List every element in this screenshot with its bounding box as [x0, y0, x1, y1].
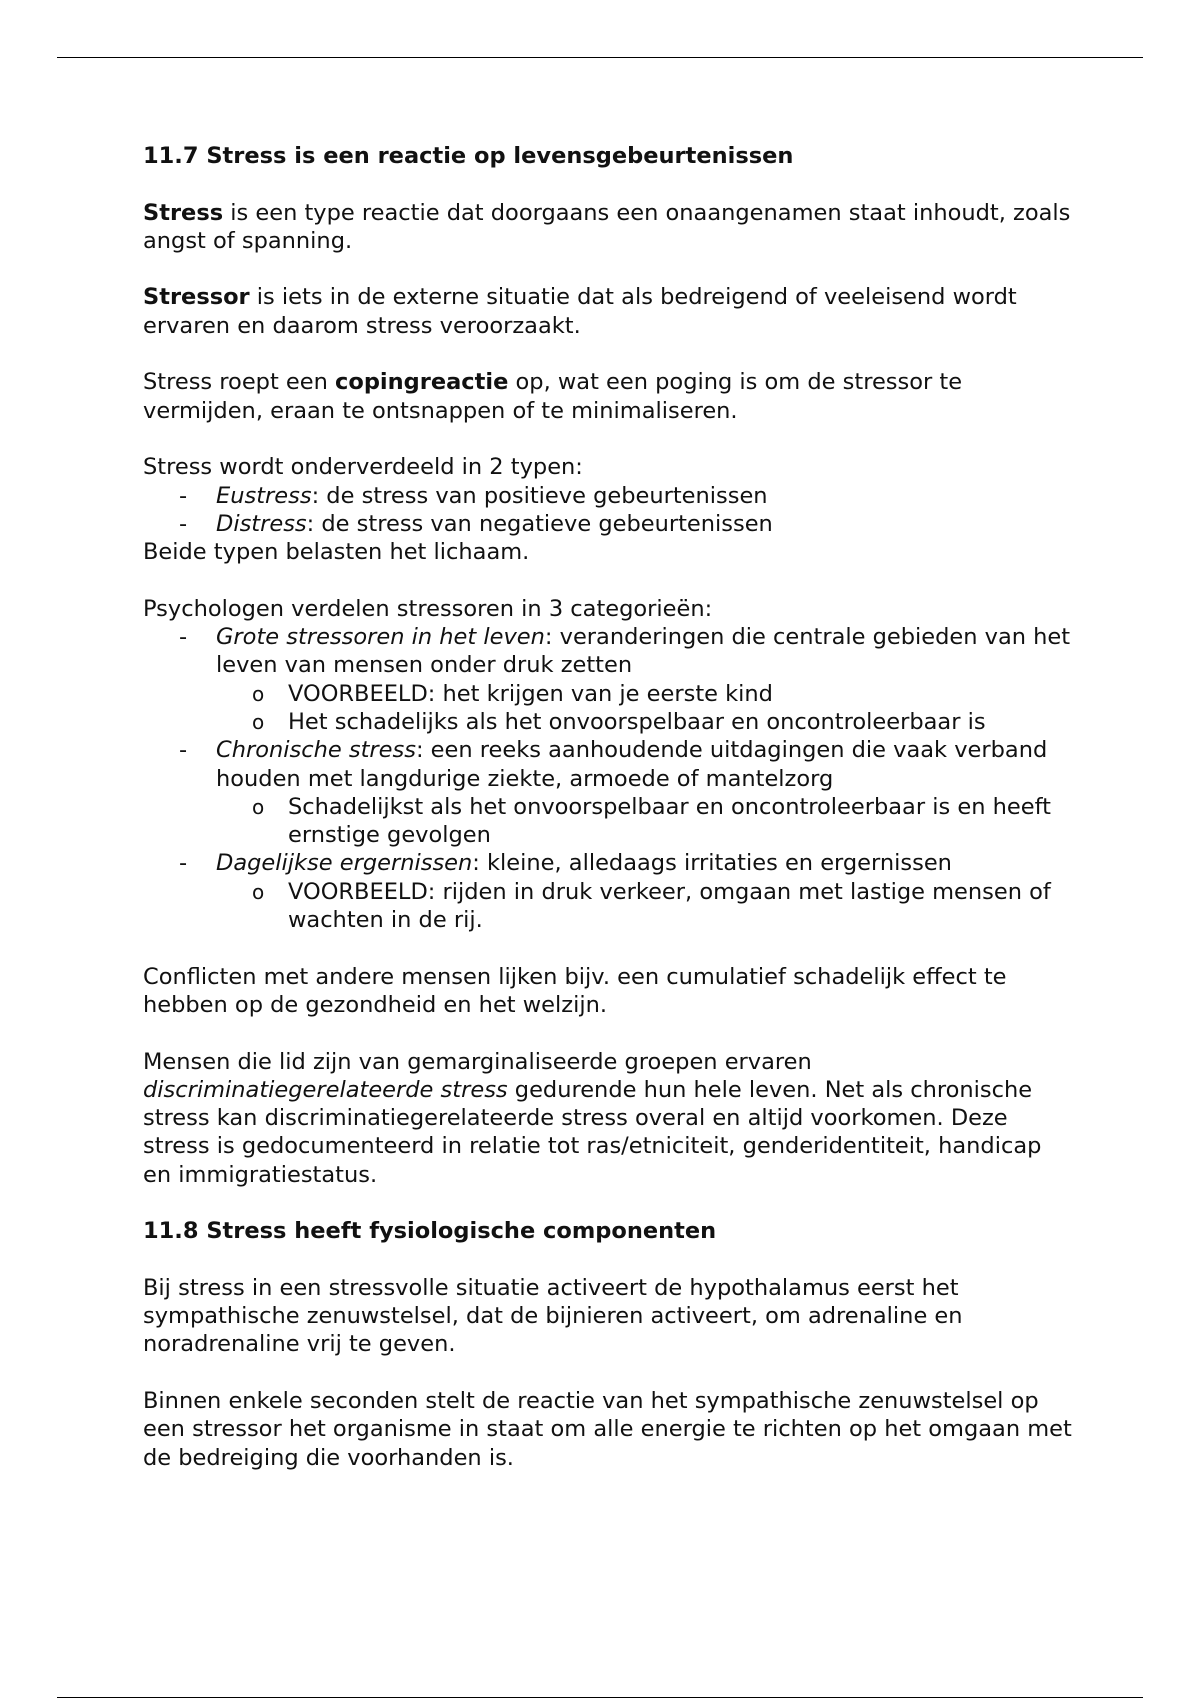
sub-list-item-text: Het schadelijks als het onvoorspelbaar en oncontroleerbaar is — [288, 708, 986, 735]
bullet-marker: o — [252, 709, 265, 734]
stressor-definition-text: is iets in de externe situatie dat als bedreigend of veeleisend wordt ervaren en daarom stress veroorzaakt. — [143, 284, 1017, 339]
paragraph-types-intro: Stress wordt onderverdeeld in 2 typen: — [143, 454, 583, 481]
list-item-text: : de stress van positieve gebeurtenissen — [311, 482, 768, 509]
sub-list-item-text: Schadelijkst als het onvoorspelbaar en oncontroleerbaar is en heeft ernstige gevolgen — [288, 793, 1051, 849]
term-copingreactie: copingreactie — [335, 369, 509, 396]
dash-marker: - — [179, 510, 188, 537]
list-item — [143, 510, 1073, 538]
dash-marker: - — [179, 482, 188, 509]
term-discriminatiegerelateerde-stress: discriminatiegerelateerde stress — [143, 1076, 508, 1103]
term-grote-stressoren: Grote stressoren in het leven — [216, 624, 545, 651]
document-body — [143, 142, 1073, 1472]
sub-list-item-text: VOORBEELD: het krijgen van je eerste kind — [288, 680, 773, 707]
stress-types-list — [143, 482, 1073, 539]
dash-marker: - — [179, 624, 188, 651]
paragraph-conflicts: Conflicten met andere mensen lijken bijv. een cumulatief schadelijk effect te hebben op de gezondheid en het welzijn. — [143, 963, 1007, 1018]
paragraph-sympathetic-response: Binnen enkele seconden stelt de reactie van het sympathische zenuwstelsel op een stressor het organisme in staat om alle energie te richten op het omgaan met de bedreiging die voorhanden is. — [143, 1388, 1072, 1471]
stress-definition-text: is een type reactie dat doorgaans een onaangenamen staat inhoudt, zoals angst of spanning. — [143, 199, 1071, 254]
discrimination-post-text: gedurende hun hele leven. Net als chronische stress kan discriminatiegerelateerde stress overal en altijd voorkomen. Deze stress is gedocumenteerd in relatie tot ras/etniciteit, genderidentiteit, handicap en immigratiestatus. — [143, 1076, 1042, 1188]
bullet-marker: o — [252, 681, 265, 706]
paragraph-coping — [143, 368, 1073, 425]
sub-list-item — [143, 793, 1073, 850]
coping-post-text: op, wat een poging is om de stressor te vermijden, eraan te ontsnappen of te minimaliseren. — [143, 369, 963, 424]
term-dagelijkse-ergernissen: Dagelijkse ergernissen — [216, 850, 473, 877]
list-item — [143, 623, 1073, 680]
list-item — [143, 482, 1073, 510]
dash-marker: - — [179, 737, 188, 764]
bullet-marker: o — [252, 794, 265, 819]
footer-rule — [57, 1697, 1143, 1698]
paragraph-hypothalamus: Bij stress in een stressvolle situatie activeert de hypothalamus eerst het sympathische zenuwstelsel, dat de bijnieren activeert, om adrenaline en noradrenaline vrij te geven. — [143, 1274, 963, 1358]
term-stressor: Stressor — [143, 284, 250, 311]
coping-pre-text: Stress roept een — [143, 369, 336, 396]
sub-list-item — [143, 708, 1073, 736]
paragraph-types-outro: Beide typen belasten het lichaam. — [143, 539, 530, 566]
term-chronische-stress: Chronische stress — [216, 737, 416, 764]
sub-list-item — [143, 878, 1073, 935]
bullet-marker: o — [252, 879, 265, 904]
discrimination-pre-text: Mensen die lid zijn van gemarginaliseerde groepen ervaren — [143, 1048, 812, 1075]
list-item-text: : veranderingen die centrale gebieden van het leven van mensen onder druk zetten — [216, 624, 1071, 679]
section-heading-11-7: 11.7 Stress is een reactie op levensgebeurtenissen — [143, 143, 794, 169]
term-eustress: Eustress — [216, 482, 312, 509]
paragraph-categories-intro: Psychologen verdelen stressoren in 3 categorieën: — [143, 595, 713, 622]
list-item-text: : de stress van negatieve gebeurtenissen — [306, 510, 773, 537]
sub-list-item-text: VOORBEELD: rijden in druk verkeer, omgaan met lastige mensen of wachten in de rij. — [288, 878, 1051, 934]
section-heading-11-8: 11.8 Stress heeft fysiologische componenten — [143, 1218, 717, 1245]
paragraph-stressor-definition — [143, 283, 1073, 340]
stressor-categories-list — [143, 623, 1073, 934]
paragraph-discrimination — [143, 1048, 1073, 1189]
list-item — [143, 736, 1073, 793]
list-item-text: : een reeks aanhoudende uitdagingen die vaak verband houden met langdurige ziekte, armoede of mantelzorg — [216, 737, 1048, 792]
term-distress: Distress — [216, 510, 307, 537]
sub-list-item — [143, 680, 1073, 708]
list-item — [143, 849, 1073, 877]
list-item-text: : kleine, alledaags irritaties en ergernissen — [472, 850, 952, 877]
term-stress: Stress — [143, 199, 224, 226]
dash-marker: - — [179, 850, 188, 877]
paragraph-stress-definition — [143, 199, 1073, 256]
header-rule — [57, 57, 1143, 58]
